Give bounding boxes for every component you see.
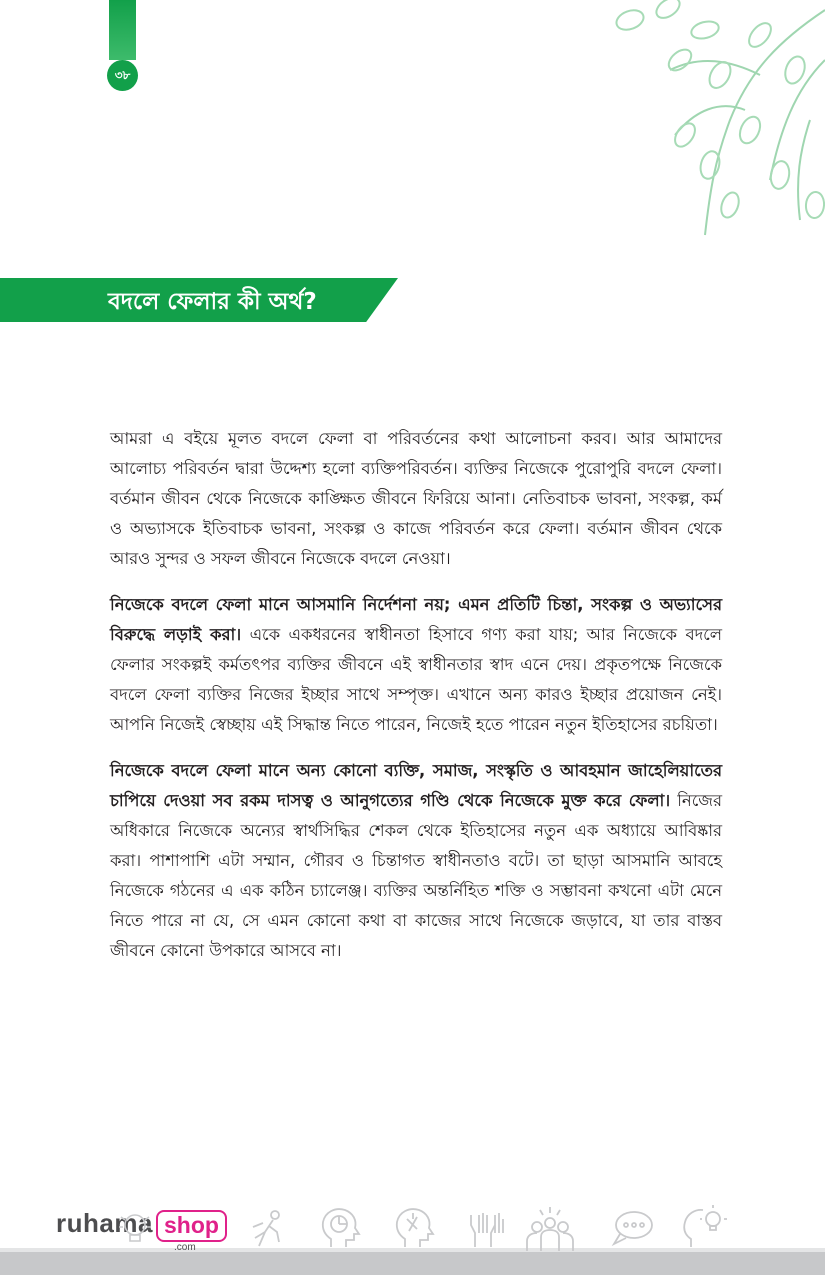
- paragraph-1-text: আমরা এ বইয়ে মূলত বদলে ফেলা বা পরিবর্তনের কথা আলোচনা করব। আর আমাদের আলোচ্য পরিবর্তন দ্বারা উদ্দেশ্য হলো ব্যক্তিপরিবর্তন। ব্যক্তির নিজেকে পুরোপুরি বদলে ফেলা। বর্তমান জীবন থেকে নিজেকে কাঙ্ক্ষিত জীবনে ফিরিয়ে আনা। নেতিবাচক ভাবনা, সংকল্প, কর্ম ও অভ্যাসকে ইতিবাচক ভাবনা, সংকল্প ও কাজে পরিবর্তন করে ফেলা। বর্তমান জীবন থেকে আরও সুন্দর ও সফল জীবনে নিজেকে বদলে নেওয়া।: [110, 429, 722, 568]
- paragraph-3-bold: নিজেকে বদলে ফেলা মানে অন্য কোনো ব্যক্তি, সমাজ, সংস্কৃতি ও আবহমান জাহেলিয়াতের চাপিয়ে দেওয়া সব রকম দাসত্ব ও আনুগত্যের গণ্ডি থেকে নিজেকে মুক্ত করে ফেলা।: [110, 761, 722, 810]
- raised-hands-icon: [465, 1205, 509, 1249]
- runner-icon: [245, 1207, 289, 1249]
- head-tools-icon: [393, 1205, 437, 1249]
- paragraph-3: [110, 756, 722, 966]
- idea-bulb-icon: [117, 1209, 153, 1249]
- brand-highlight: shop: [156, 1210, 227, 1242]
- paragraph-2: [110, 590, 722, 740]
- section-title: বদলে ফেলার কী অর্থ?: [108, 289, 317, 315]
- head-bulb-icon: [683, 1205, 727, 1249]
- paragraph-3-text: নিজের অধিকারে নিজেকে অন্যের স্বার্থসিদ্ধির শেকল থেকে ইতিহাসের নতুন এক অধ্যায়ে আবিষ্কার করা। পাশাপাশি এটা সম্মান, গৌরব ও চিন্তাগত স্বাধীনতাও বটে। তা ছাড়া আসমানি আবহে নিজেকে গঠনের এ এক কঠিন চ্যালেঞ্জ। ব্যক্তির অন্তর্নিহিত শক্তি ও সম্ভাবনা কখনো এটা মেনে নিতে পারে না যে, সে এমন কোনো কথা বা কাজের সাথে নিজেকে জড়াবে, যা তার বাস্তব জীবনে কোনো উপকারে আসবে না।: [110, 791, 722, 960]
- brand-sub: .com: [174, 1242, 196, 1253]
- page-number: ৩৮: [107, 60, 138, 91]
- paragraph-2-bold: নিজেকে বদলে ফেলা মানে আসমানি নির্দেশনা নয়; এমন প্রতিটি চিন্তা, সংকল্প ও অভ্যাসের বিরুদ্ধে লড়াই করা।: [110, 595, 722, 644]
- paragraph-1: [110, 424, 722, 574]
- paragraph-2-text: একে একধরনের স্বাধীনতা হিসাবে গণ্য করা যায়; আর নিজেকে বদলে ফেলার সংকল্পই কর্মতৎপর ব্যক্তির জীবনে এই স্বাধীনতার স্বাদ এনে দেয়। প্রকৃতপক্ষে নিজেকে বদলে ফেলা ব্যক্তির নিজের ইচ্ছার সাথে সম্পৃক্ত। এখানে অন্য কারও ইচ্ছার প্রয়োজন নেই। আপনি নিজেই স্বেচ্ছায় এই সিদ্ধান্ত নিতে পারেন, নিজেই হতে পারেন নতুন ইতিহাসের রচয়িতা।: [110, 625, 722, 734]
- speech-bubble-icon: [610, 1207, 656, 1249]
- footer-strip: [0, 1252, 825, 1275]
- team-icon: [525, 1205, 575, 1251]
- brand-name: ruhama: [56, 1208, 153, 1238]
- leaves-decoration-icon: [610, 0, 825, 240]
- head-chart-icon: [317, 1205, 361, 1249]
- page-tab: [109, 0, 136, 60]
- body-text: [110, 424, 722, 982]
